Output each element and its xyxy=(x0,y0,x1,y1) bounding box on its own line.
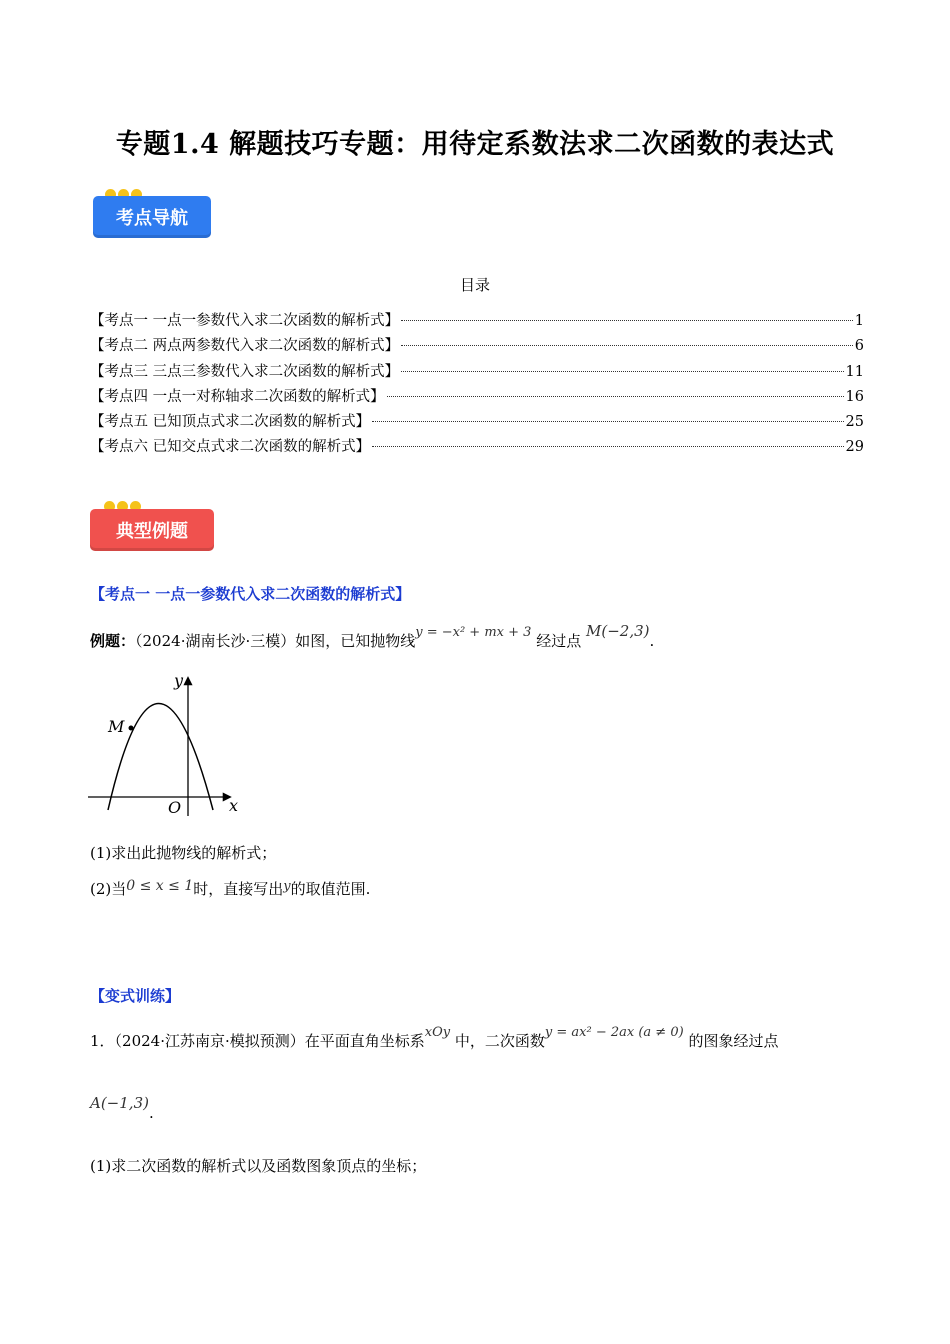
label-m: M xyxy=(108,717,125,736)
example-end: . xyxy=(649,632,655,650)
toc-item-label: 【考点一 一点一参数代入求二次函数的解析式】 xyxy=(90,313,400,329)
toc-item[interactable] xyxy=(90,309,864,334)
point-label: M(−2,3) xyxy=(586,622,650,640)
variant-paragraph xyxy=(90,1025,779,1051)
toc-item[interactable] xyxy=(90,334,864,359)
toc-leader xyxy=(372,446,843,447)
question-text: 时，直接写出 xyxy=(193,880,284,898)
variant-text: 的图象经过点 xyxy=(688,1032,779,1050)
toc-item-page: 29 xyxy=(845,439,864,456)
example-paragraph xyxy=(90,622,655,651)
question-1: (1)求出此抛物线的解析式； xyxy=(90,844,277,862)
example-text: （2024·湖南长沙·三模）如图，已知抛物线 xyxy=(135,632,416,650)
toc-leader xyxy=(387,396,844,397)
variant-text: 1．（2024·江苏南京·模拟预测）在平面直角坐标系 xyxy=(90,1032,425,1050)
toc-item-label: 【考点三 三点三参数代入求二次函数的解析式】 xyxy=(90,363,400,380)
toc-leader xyxy=(401,345,853,346)
toc-item-label: 【考点二 两点两参数代入求二次函数的解析式】 xyxy=(90,338,400,355)
toc-item-page: 1 xyxy=(854,313,864,329)
variant-end: . xyxy=(148,1104,154,1122)
toc-item[interactable] xyxy=(90,385,864,410)
toc-leader xyxy=(401,320,853,321)
equation: y = ax² − 2ax (a ≠ 0) xyxy=(544,1025,684,1040)
page-title: 专题1.4 解题技巧专题：用待定系数法求二次函数的表达式 xyxy=(115,129,835,160)
variant-text: 中，二次函数 xyxy=(454,1032,545,1050)
inequality: 0 ≤ x ≤ 1 xyxy=(126,878,194,894)
badge-typical-examples: 典型例题 xyxy=(90,509,214,551)
parabola-graph xyxy=(86,668,246,820)
example-text: 经过点 xyxy=(536,632,582,650)
variant-question-1: (1)求二次函数的解析式以及函数图象顶点的坐标； xyxy=(90,1157,427,1175)
toc-item-page: 6 xyxy=(854,338,864,355)
toc-item-label: 【考点五 已知顶点式求二次函数的解析式】 xyxy=(90,414,371,431)
label-origin: O xyxy=(168,798,182,817)
question-text: 的取值范围. xyxy=(290,880,371,898)
equation: y = −x² + mx + 3 xyxy=(415,625,532,640)
toc-item-page: 25 xyxy=(845,414,864,431)
badge-exam-navigation: 考点导航 xyxy=(93,196,211,238)
toc-item[interactable] xyxy=(90,360,864,385)
toc-item[interactable] xyxy=(90,435,864,460)
toc-heading: 目录 xyxy=(459,276,490,294)
question-2 xyxy=(90,878,370,899)
toc-item-label: 【考点六 已知交点式求二次函数的解析式】 xyxy=(90,439,371,456)
variant-point-line xyxy=(90,1094,154,1122)
variant-heading: 【变式训练】 xyxy=(90,987,181,1005)
coordinate-system: xOy xyxy=(424,1025,451,1040)
variable: y xyxy=(283,879,291,894)
toc-item[interactable] xyxy=(90,410,864,435)
point-label: A(−1,3) xyxy=(90,1094,149,1112)
example-label: 例题： xyxy=(90,632,136,650)
question-text: (2)当 xyxy=(90,880,127,898)
toc-item-page: 11 xyxy=(845,363,864,380)
point-m xyxy=(129,726,134,731)
toc-item-label: 【考点四 一点一对称轴求二次函数的解析式】 xyxy=(90,388,385,405)
section-heading: 【考点一 一点一参数代入求二次函数的解析式】 xyxy=(90,585,411,603)
toc-leader xyxy=(372,421,843,422)
label-y: y xyxy=(174,671,184,690)
toc-leader xyxy=(401,371,843,372)
table-of-contents xyxy=(90,309,864,461)
label-x: x xyxy=(229,796,239,815)
toc-item-page: 16 xyxy=(845,388,864,405)
